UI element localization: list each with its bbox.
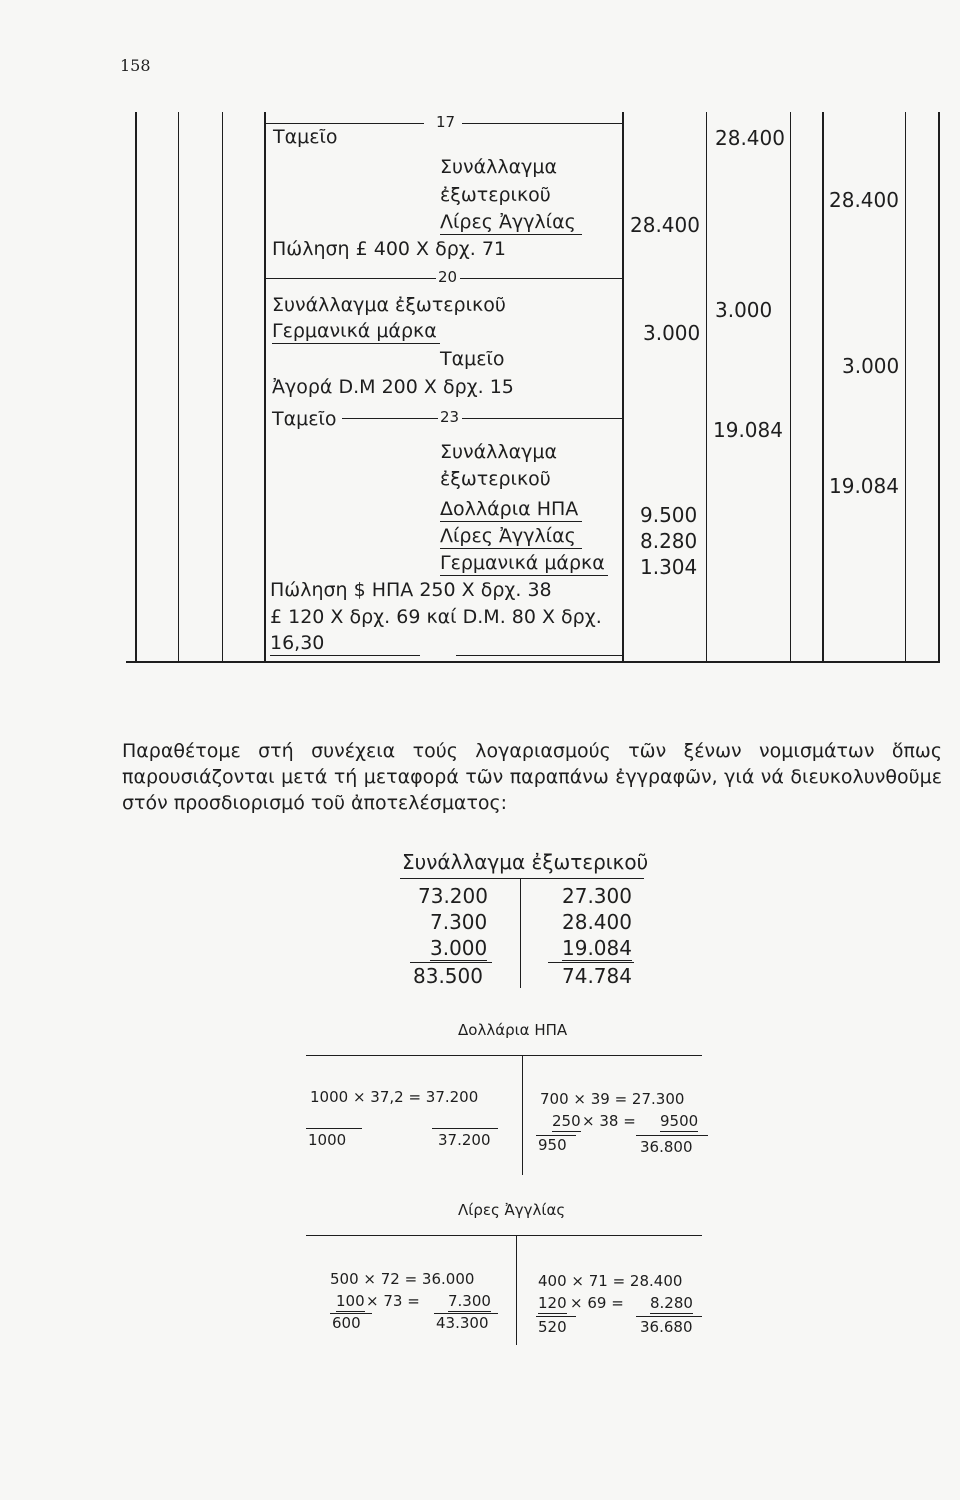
total-rule [548,962,634,963]
entry-line: Ταμεῖο [273,126,338,148]
date-separator [342,418,438,419]
credit-amount: 9500 [660,1112,699,1130]
credit-calc: × 69 = [570,1294,624,1312]
account-title: Συνάλλαγμα ἐξωτερικοῦ [402,850,649,874]
credit-qty-total: 950 [538,1136,567,1154]
account-top-rule [306,1055,702,1056]
debit-amount: 3.000 [643,321,701,345]
credit-amount: 9.500 [640,503,698,527]
credit-amount: 8.280 [640,529,698,553]
entry-line: Συνάλλαγμα [440,156,558,178]
entry-line: Συνάλλαγμα ἐξωτερικοῦ [272,294,506,316]
entry-line: Λίρες Ἀγγλίας [440,527,582,549]
debit-total: 28.400 [715,126,785,150]
entry-date: 17 [436,113,456,131]
credit-amount-total: 36.680 [640,1318,693,1336]
body-paragraph: Παραθέτομε στή συνέχεια τούς λογαριασμούς τῶν ξένων νομισμάτων ὅπως παρουσιάζονται μετά τή μεταφορά τῶν παραπάνω ἐγγραφῶν, γιά νά διευκολυνθοῦμε στόν προσδιορισμό τοῦ ἀποτελέσματος: [122,740,942,814]
debit-value: 3.000 [430,936,488,960]
debit-calc: × 73 = [366,1292,420,1310]
entry-explanation: 16,30 [270,634,420,656]
entry-line: Ταμεῖο [440,348,505,370]
credit-amount: 28.400 [630,213,700,237]
total-rule [306,1128,362,1129]
account-title: Δολλάρια ΗΠΑ [458,1021,568,1039]
entry-explanation: £ 120 X δρχ. 69 καί D.M. 80 X δρχ. [270,606,602,628]
entry-line: ἐξωτερικοῦ [440,468,551,490]
credit-total: 19.084 [829,474,899,498]
credit-calc: × 38 = [582,1112,636,1130]
credit-value: 28.400 [562,910,632,934]
entry-end-rule [456,655,622,656]
account-title: Λίρες Ἀγγλίας [458,1201,566,1219]
entry-line: Γερμανικά μάρκα [440,554,608,576]
account-top-rule [306,1235,702,1236]
entry-line: Δολλάρια ΗΠΑ [440,500,582,522]
entry-date: 20 [438,268,458,286]
debit-qty-total: 600 [332,1314,361,1332]
date-separator [264,278,436,279]
debit-amount-total: 43.300 [436,1314,489,1332]
entry-explanation: Πώληση $ ΗΠΑ 250 X δρχ. 38 [270,579,552,601]
debit-qty-total: 1000 [308,1131,347,1149]
credit-value: 19.084 [562,936,632,960]
page-number: 158 [120,56,151,75]
journal-rule [905,112,906,662]
account-divider [520,878,521,988]
total-rule [536,1316,576,1317]
date-separator [264,123,424,124]
total-rule [636,1135,708,1136]
total-rule [432,1128,498,1129]
journal-rule [264,112,266,662]
date-separator [460,278,622,279]
total-rule [410,962,492,963]
journal-bottom-rule [126,661,940,663]
credit-amount-total: 36.800 [640,1138,693,1156]
entry-explanation: Ἀγορά D.M 200 X δρχ. 15 [272,376,514,398]
debit-value: 73.200 [418,884,488,908]
credit-calc: 400 × 71 = 28.400 [538,1272,683,1290]
debit-amount: 7.300 [448,1292,491,1310]
credit-value: 27.300 [562,884,632,908]
journal-rule [178,112,179,662]
debit-calc: 500 × 72 = 36.000 [330,1270,475,1288]
entry-line: Γερμανικά μάρκα [272,322,440,344]
journal-rule [938,112,940,662]
date-separator [462,418,622,419]
entry-line: Ταμεῖο [272,408,337,430]
debit-total: 19.084 [713,418,783,442]
date-separator [462,123,622,124]
entry-line: ἐξωτερικοῦ [440,184,551,206]
journal-rule [822,112,824,662]
debit-qty: 100 [336,1292,365,1310]
credit-calc: 700 × 39 = 27.300 [540,1090,685,1108]
journal-rule [622,112,624,662]
credit-total: 74.784 [562,964,632,988]
debit-total: 3.000 [715,298,773,322]
credit-amount: 8.280 [650,1294,693,1312]
journal-rule [135,112,137,662]
account-divider [522,1055,523,1175]
entry-line: Συνάλλαγμα [440,441,558,463]
debit-amount-total: 37.200 [438,1131,491,1149]
credit-amount: 1.304 [640,555,698,579]
journal-rule [222,112,223,662]
journal-rule [790,112,791,662]
entry-line: Λίρες Ἀγγλίας [440,213,582,235]
credit-qty-total: 520 [538,1318,567,1336]
entry-explanation: Πώληση £ 400 X δρχ. 71 [272,238,507,260]
debit-calc: 1000 × 37,2 = 37.200 [310,1088,479,1106]
journal-rule [706,112,707,662]
debit-total: 83.500 [413,964,483,988]
entry-date: 23 [440,408,460,426]
credit-qty: 250 [552,1112,581,1130]
total-rule [636,1316,702,1317]
credit-total: 28.400 [829,188,899,212]
credit-total: 3.000 [842,354,900,378]
account-divider [516,1235,517,1345]
account-top-rule [400,878,644,879]
credit-qty: 120 [538,1294,567,1312]
debit-value: 7.300 [430,910,488,934]
